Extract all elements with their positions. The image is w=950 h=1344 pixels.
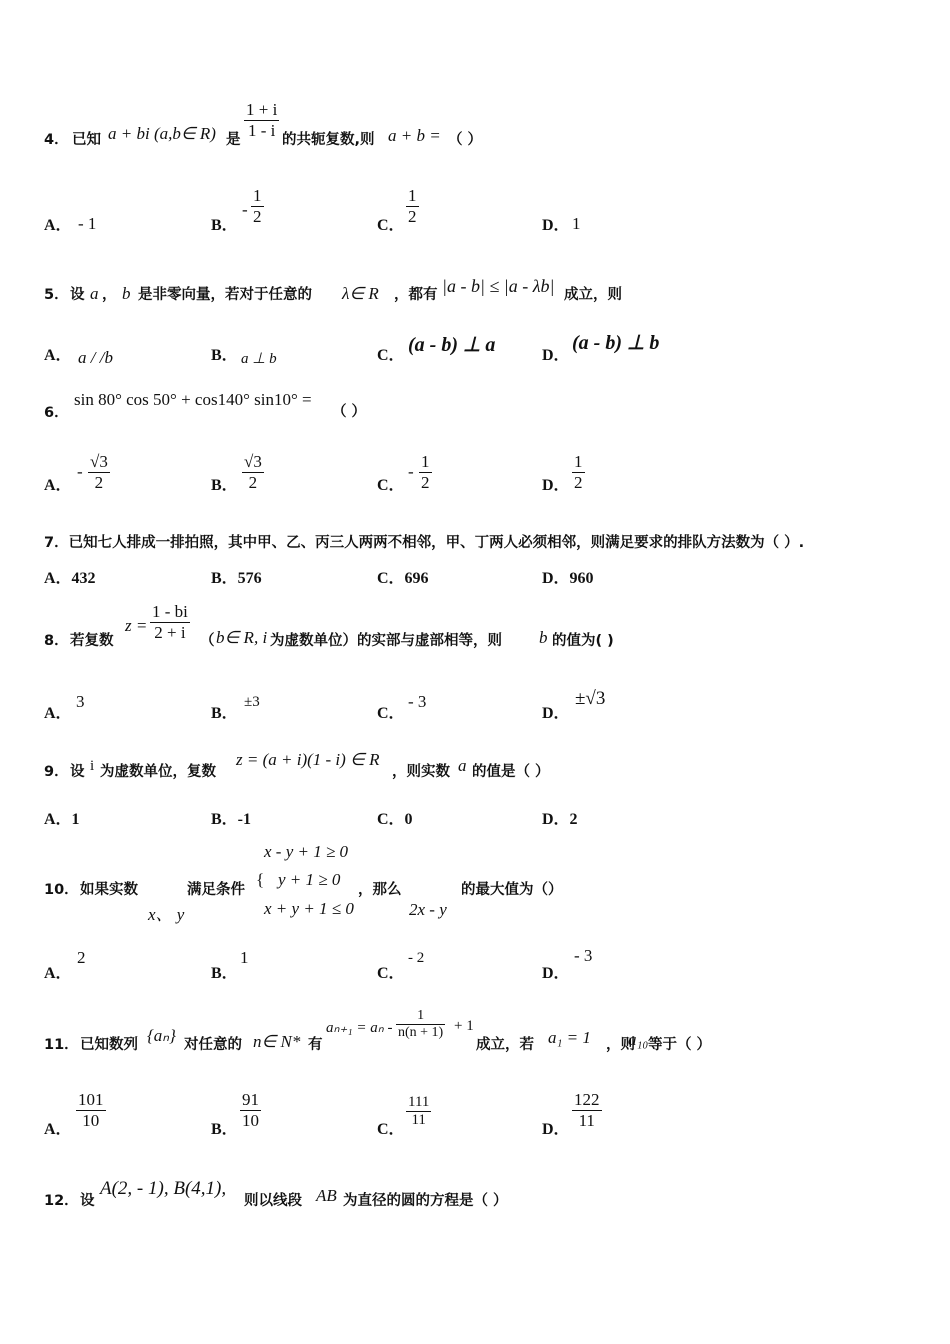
question-7-text: 7．已知七人排成一排拍照，其中甲、乙、丙三人两两不相邻，甲、丁两人必须相邻，则满足要求的排队方法数为（ ）.	[44, 535, 805, 551]
question-text: 设	[70, 287, 85, 303]
math-expression: z =	[125, 616, 148, 635]
question-text: 为直径的圆的方程是（ ）	[343, 1193, 508, 1209]
option-value: a / /b	[78, 348, 113, 367]
fraction-denominator: 2	[421, 472, 430, 492]
fraction-denominator: 11	[411, 1112, 426, 1129]
fraction-numerator: 1 - bi	[152, 602, 188, 621]
question-text: 已知数列	[80, 1037, 138, 1053]
question-number: 4．	[44, 132, 69, 148]
question-text: 的值为( )	[552, 633, 614, 649]
math-expression: {aₙ}	[147, 1026, 176, 1045]
option-fraction	[88, 452, 110, 492]
option-label: C．	[377, 477, 405, 494]
fraction-numerator: 1	[396, 1008, 445, 1025]
option-value: a ⊥ b	[241, 351, 277, 367]
fraction-numerator: 1	[421, 452, 430, 471]
question-number: 11．	[44, 1037, 79, 1053]
question-text: ，则实数	[392, 764, 450, 780]
option-value: - 1	[78, 214, 97, 233]
option: B．-1	[211, 811, 252, 828]
fraction	[150, 602, 190, 642]
question-5	[44, 270, 744, 310]
question-12	[44, 1176, 664, 1210]
math-expression: + 1	[454, 1018, 474, 1034]
question-number: 5．	[44, 287, 69, 303]
question-text: 是	[226, 132, 241, 148]
option-sign: -	[408, 462, 414, 481]
fraction-denominator: 2	[253, 206, 262, 226]
question-8	[44, 600, 684, 652]
fraction-numerator: 122	[574, 1090, 600, 1109]
question-11	[44, 1008, 744, 1056]
fraction-denominator: 11	[578, 1110, 595, 1130]
fraction-numerator: 111	[406, 1094, 431, 1112]
option: D．960	[542, 570, 594, 587]
math-expression: aₙ₊₁ = aₙ -	[326, 1020, 393, 1036]
option-value: - 3	[574, 946, 593, 965]
option: C．0	[377, 811, 413, 828]
option-fraction	[572, 452, 585, 492]
fraction-denominator: 1 - i	[247, 120, 276, 140]
option: A．1	[44, 811, 80, 828]
math-expression: z = (a + i)(1 - i) ∈ R	[236, 750, 380, 769]
math-expression: sin 80° cos 50° + cos140° sin10° =	[74, 390, 312, 409]
q4-options	[44, 186, 664, 236]
option-value: (a - b) ⊥ b	[572, 332, 660, 354]
option-value: 2	[77, 948, 86, 967]
question-text: 成立，则	[564, 287, 622, 303]
question-text: 是非零向量，若对于任意的	[138, 287, 312, 303]
variables: x、 y	[148, 905, 185, 924]
option-label: A．	[44, 347, 72, 364]
option-label: A．	[44, 965, 72, 982]
option-label: C．	[377, 705, 405, 722]
option-label: B．	[211, 705, 238, 722]
separator: ，	[102, 287, 117, 303]
option-value: 1	[572, 214, 581, 233]
option-label: B．	[211, 477, 238, 494]
question-text: 已知	[72, 132, 101, 148]
option-label: D．	[542, 965, 570, 982]
question-text: 的值是（ ）	[472, 764, 550, 780]
question-number: 12．	[44, 1193, 79, 1209]
question-text: 如果实数	[80, 882, 138, 898]
question-6	[44, 386, 544, 426]
question-text: 满足条件	[187, 882, 245, 898]
option-label: D．	[542, 705, 570, 722]
option-label: B．	[211, 965, 238, 982]
question-text: 对任意的	[184, 1037, 242, 1053]
option-label: B．	[211, 217, 238, 234]
question-10	[44, 838, 664, 928]
option-value: 3	[76, 692, 85, 711]
option-value: - 3	[408, 692, 427, 711]
question-text: 若复数	[70, 633, 114, 649]
option-fraction	[419, 452, 432, 492]
question-text: ，那么	[358, 882, 402, 898]
math-expression: λ∈ R	[342, 284, 379, 303]
option-label: C．	[377, 347, 405, 364]
option-label: D．	[542, 347, 570, 364]
math-expression: a + b =	[388, 126, 441, 145]
option-label: C．	[377, 217, 405, 234]
option-value: - 2	[408, 950, 425, 966]
math-expression: a₁₀	[628, 1030, 649, 1049]
math-expression: a₁ = 1	[548, 1028, 591, 1047]
question-text: 等于（ ）	[648, 1037, 712, 1053]
q6-options	[44, 450, 664, 502]
question-number: 6．	[44, 405, 69, 421]
question-text: （ ）	[448, 132, 483, 148]
option-label: C．	[377, 965, 405, 982]
fraction-numerator: 1	[574, 452, 583, 471]
option-value: ±√3	[575, 688, 606, 709]
option-label: B．	[211, 1121, 238, 1138]
math-expression: 2x - y	[409, 900, 447, 919]
question-text: 有	[308, 1037, 323, 1053]
question-text: ，都有	[394, 287, 438, 303]
question-number: 10．	[44, 882, 79, 898]
question-text: 则以线段	[244, 1193, 302, 1209]
fraction-numerator: 101	[78, 1090, 104, 1109]
question-text: 为虚数单位，复数	[100, 764, 216, 780]
q5-options	[44, 330, 684, 370]
fraction-numerator: √3	[90, 452, 108, 471]
option-value: (a - b) ⊥ a	[408, 334, 496, 356]
question-9	[44, 748, 664, 780]
vector-b: b	[122, 284, 131, 303]
question-text: 成立，若	[476, 1037, 534, 1053]
option-label: A．	[44, 217, 72, 234]
fraction-numerator: 1	[408, 186, 417, 205]
math-expression: b∈ R, i	[216, 628, 268, 647]
fraction-denominator: n(n + 1)	[398, 1025, 444, 1041]
option-label: A．	[44, 477, 72, 494]
option-fraction	[251, 186, 264, 226]
question-number: 9．	[44, 764, 69, 780]
option-fraction	[406, 186, 419, 226]
q10-options	[44, 946, 664, 982]
variable: i	[90, 758, 95, 774]
question-text: 设	[70, 764, 85, 780]
option-label: B．	[211, 347, 238, 364]
fraction-numerator: 1 + i	[246, 100, 278, 119]
fraction-numerator: √3	[244, 452, 262, 471]
math-expression: a + bi (a,b∈ R)	[108, 124, 216, 143]
option-label: A．	[44, 1121, 72, 1138]
fraction-denominator: 10	[242, 1110, 259, 1130]
fraction-denominator: 10	[82, 1110, 100, 1130]
option-fraction	[76, 1090, 106, 1130]
q9-options	[44, 806, 664, 828]
option-fraction	[572, 1090, 602, 1130]
variable: a	[458, 756, 467, 775]
fraction-denominator: 2 + i	[154, 622, 186, 642]
question-text: 的共轭复数,则	[282, 132, 375, 148]
question-text: （ ）	[332, 404, 367, 420]
vector-a: a	[90, 284, 99, 303]
option-fraction	[242, 452, 264, 492]
constraint: y + 1 ≥ 0	[278, 870, 341, 889]
question-text: 的最大值为（）	[461, 882, 563, 898]
question-text: 为虚数单位）的实部与虚部相等，则	[270, 633, 502, 649]
option-fraction	[406, 1094, 431, 1130]
fraction-denominator: 2	[94, 472, 104, 492]
q7-options	[44, 565, 664, 587]
option-value: ±3	[244, 694, 260, 710]
math-expression: n∈ N*	[253, 1032, 301, 1051]
option: D．2	[542, 811, 578, 828]
fraction-numerator: 91	[242, 1090, 259, 1109]
question-number: 8．	[44, 633, 69, 649]
question-text: ，则	[606, 1037, 635, 1053]
q8-options	[44, 686, 664, 722]
option: A．432	[44, 570, 96, 587]
fraction-denominator: 2	[574, 472, 583, 492]
math-expression: AB	[316, 1186, 337, 1205]
math-expression: A(2, - 1), B(4,1),	[100, 1178, 227, 1199]
constraint: x - y + 1 ≥ 0	[264, 842, 349, 861]
option-sign: -	[77, 462, 83, 481]
brace: {	[256, 870, 265, 889]
option-sign: -	[242, 200, 248, 219]
option-label: D．	[542, 217, 570, 234]
option-label: D．	[542, 1121, 570, 1138]
option: B．576	[211, 570, 262, 587]
option-label: C．	[377, 1121, 405, 1138]
option-label: D．	[542, 477, 570, 494]
question-text: （	[200, 633, 215, 649]
option-fraction	[240, 1090, 261, 1130]
option: C．696	[377, 570, 429, 587]
constraint: x + y + 1 ≤ 0	[264, 899, 354, 918]
question-text: 设	[80, 1193, 95, 1209]
option-label: A．	[44, 705, 72, 722]
fraction-numerator: 1	[253, 186, 262, 205]
fraction-denominator: 2	[408, 206, 417, 226]
variable: b	[539, 628, 548, 647]
option-value: 1	[240, 948, 249, 967]
fraction	[244, 100, 279, 140]
math-expression: |a - b| ≤ |a - λb|	[442, 276, 555, 296]
fraction	[396, 1008, 445, 1041]
q11-options	[44, 1090, 664, 1140]
fraction-denominator: 2	[248, 472, 258, 492]
